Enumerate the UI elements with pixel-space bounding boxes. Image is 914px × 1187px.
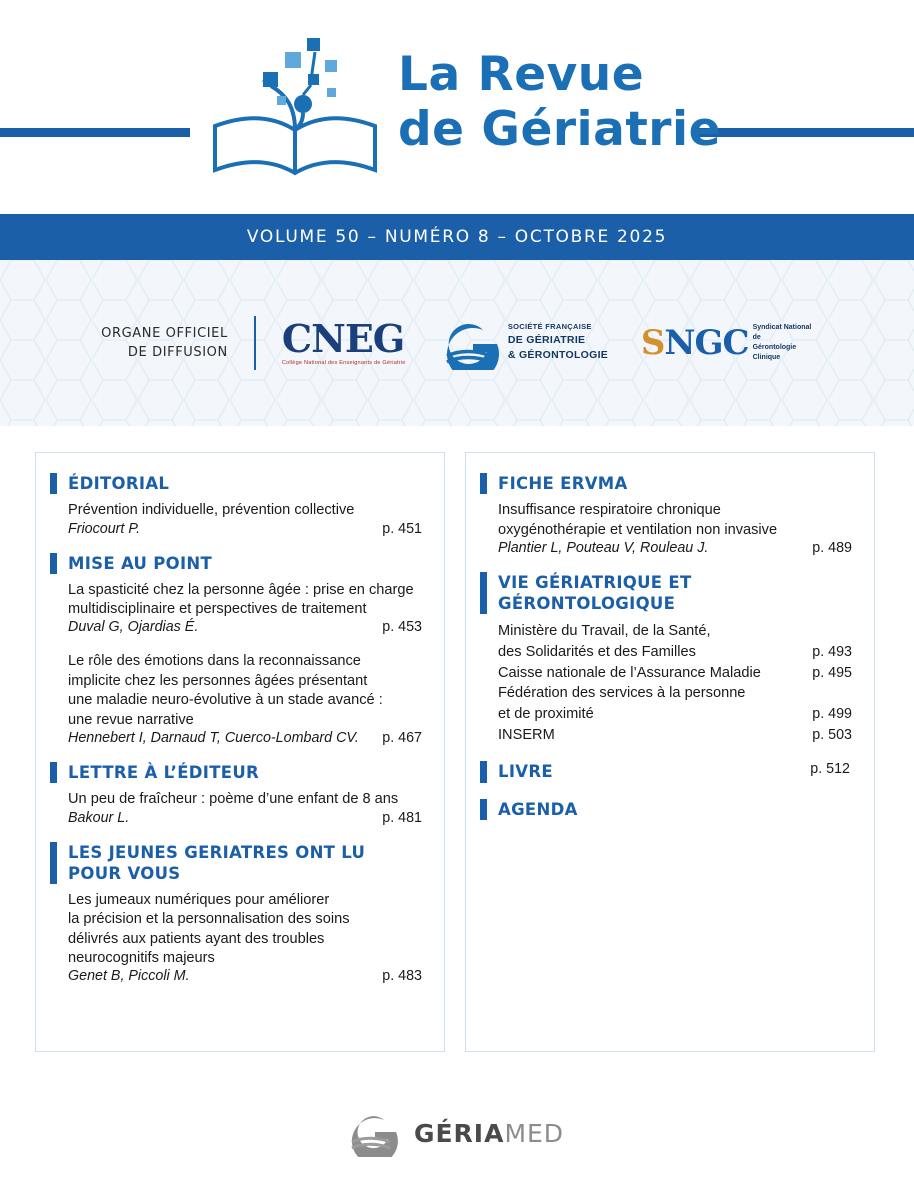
section-accent-bar (480, 473, 487, 494)
section-accent-bar (480, 572, 487, 614)
toc-entry-title-line: La spasticité chez la personne âgée : prise en charge (68, 581, 414, 598)
page-title (398, 48, 721, 157)
footer (0, 1109, 914, 1157)
toc-entry-title-line: Un peu de fraîcheur : poème d’une enfant de 8 ans (68, 791, 399, 808)
toc-section (480, 473, 852, 556)
cneg-logo (281, 316, 417, 366)
toc-row-label: INSERM (498, 726, 555, 743)
toc-entry-page: p. 451 (382, 520, 422, 537)
sfgg-line2: DE GÉRIATRIE (507, 334, 586, 347)
toc-row[interactable] (480, 663, 852, 684)
sngc-line2: Gérontologie Clinique (752, 344, 797, 362)
toc-section-title: LIVRE (498, 762, 553, 782)
toc-section-title: LES JEUNES GERIATRES ONT LU POUR VOUS (68, 842, 366, 883)
organ-label-line2: DE DIFFUSION (127, 345, 228, 360)
official-organs-strip (0, 260, 914, 426)
toc-entry-authors: Duval G, Ojardias É. (68, 619, 199, 636)
toc-row[interactable] (480, 683, 852, 704)
toc-section-title: LETTRE À L’ÉDITEUR (68, 763, 260, 783)
toc-entry-authors: Plantier L, Pouteau V, Rouleau J. (498, 539, 709, 556)
toc-entry-authors: Friocourt P. (68, 520, 141, 537)
toc-entry-title-line: Le rôle des émotions dans la reconnaissance (68, 653, 361, 670)
toc-left-column (35, 452, 445, 1052)
toc-section-header[interactable] (50, 553, 422, 574)
toc-section-title: MISE AU POINT (68, 553, 213, 573)
masthead-rule-left (0, 128, 190, 137)
toc-entry-title-line: Les jumeaux numériques pour améliorer (68, 891, 330, 908)
sngc-logo (641, 323, 813, 364)
toc-row-page: p. 503 (812, 726, 852, 743)
toc-section (480, 799, 852, 820)
toc-section (480, 572, 852, 746)
toc-section (480, 761, 852, 782)
toc-entry-footer (68, 730, 422, 746)
section-accent-bar (50, 473, 57, 494)
toc-entry-authors: Hennebert I, Darnaud T, Cuerco-Lombard CV. (68, 730, 359, 747)
geriamed-brand-light: MED (504, 1118, 565, 1148)
toc-entry-title-line: Prévention individuelle, prévention collective (68, 502, 355, 519)
toc-row-page: p. 493 (812, 643, 852, 660)
toc-entry-page: p. 489 (812, 539, 852, 556)
toc-section-title: AGENDA (498, 799, 578, 819)
toc-entry-footer (68, 968, 422, 984)
toc-entry-footer (68, 619, 422, 635)
organ-label (101, 324, 228, 363)
toc-entry-footer (498, 540, 852, 556)
toc-entry[interactable] (50, 790, 422, 825)
toc-section-header[interactable] (480, 473, 852, 494)
toc-entry-title-line: Insuffisance respiratoire chronique (498, 502, 721, 519)
toc-row-label: Ministère du Travail, de la Santé, (498, 623, 711, 640)
toc-row[interactable] (480, 704, 852, 725)
toc-entry-title-line: multidisciplinaire et perspectives de traitement (68, 601, 367, 618)
toc-row[interactable] (480, 725, 852, 746)
toc-section-header[interactable] (480, 799, 852, 820)
toc-entry-title-line: la précision et la personnalisation des soins (68, 911, 350, 928)
sngc-mark (641, 323, 749, 363)
toc-section-header[interactable] (480, 761, 852, 782)
toc-entry-page: p. 481 (382, 809, 422, 826)
toc-entry-title-line: neurocognitifs majeurs (68, 950, 215, 967)
sngc-mark-s: S (640, 323, 665, 363)
journal-title-line1: La Revue (398, 47, 645, 102)
toc-entry-title-line: délivrés aux patients ayant des troubles (68, 930, 325, 947)
toc-section-title: ÉDITORIAL (68, 474, 170, 493)
book-network-logo (207, 30, 387, 180)
toc-section (50, 553, 422, 747)
sfgg-line3: & GÉRONTOLOGIE (507, 349, 609, 362)
section-accent-bar (50, 842, 57, 884)
toc-row-label: Fédération des services à la personne (498, 685, 746, 702)
toc-entry-authors: Genet B, Piccoli M. (68, 968, 190, 985)
toc-row-label: et de proximité (498, 706, 594, 723)
toc-row-label: Caisse nationale de l’Assurance Maladie (498, 664, 761, 681)
organ-label-line1: ORGANE OFFICIEL (101, 325, 228, 341)
toc-entry[interactable] (50, 652, 422, 746)
toc-entry-title-line: oxygénothérapie et ventilation non invasive (498, 521, 778, 538)
toc-entry[interactable] (50, 581, 422, 636)
masthead-rule-right (694, 128, 914, 137)
toc-section-header[interactable] (50, 842, 422, 884)
toc-section (50, 842, 422, 985)
section-accent-bar (50, 553, 57, 574)
geriamed-brand-bold: GÉRIA (413, 1118, 505, 1148)
geriamed-wordmark (414, 1119, 564, 1148)
organ-divider (254, 316, 256, 370)
masthead (0, 0, 914, 214)
toc-entry[interactable] (50, 891, 422, 985)
toc-section-header[interactable] (50, 762, 422, 783)
toc-row-page: p. 495 (812, 664, 852, 681)
toc-section-header[interactable] (50, 473, 422, 494)
toc-section-header[interactable] (480, 572, 852, 614)
section-accent-bar (480, 761, 487, 782)
toc-entry-authors: Bakour L. (68, 809, 130, 826)
sfgg-logo (443, 316, 615, 370)
toc-entry-title-line: une maladie neuro-évolutive à un stade avancé : (68, 692, 383, 709)
table-of-contents (0, 426, 914, 1052)
sfgg-line1: SOCIÉTÉ FRANÇAISE (507, 322, 592, 332)
toc-row[interactable] (480, 642, 852, 663)
toc-entry-page: p. 453 (382, 619, 422, 636)
sfgg-mark-icon (443, 316, 501, 370)
section-accent-bar (480, 799, 487, 820)
toc-entry-title-line: implicite chez les personnes âgées présentant (68, 672, 368, 689)
section-accent-bar (50, 762, 57, 783)
toc-section-title: VIE GÉRIATRIQUE ET GÉRONTOLOGIQUE (498, 572, 692, 614)
toc-section (50, 762, 422, 826)
toc-entry[interactable] (50, 501, 422, 536)
sngc-mark-ngc: NGC (664, 323, 749, 363)
sngc-line1: Syndicat National de (752, 323, 812, 341)
toc-row[interactable] (480, 621, 852, 642)
toc-entry[interactable] (480, 501, 852, 556)
toc-entry-title-line: une revue narrative (68, 711, 194, 728)
volume-bar-text: VOLUME 50 – NUMÉRO 8 – OCTOBRE 2025 (246, 227, 668, 247)
cneg-subtitle: Collège National des Enseignants de Gériatrie (281, 360, 406, 366)
cneg-acronym: CNEG (281, 316, 405, 361)
journal-title-line2: de Gériatrie (398, 101, 721, 157)
toc-section (50, 473, 422, 537)
toc-section-page: p. 512 (810, 761, 850, 778)
toc-right-column (465, 452, 875, 1052)
toc-row-page: p. 499 (812, 706, 852, 723)
toc-row-label: des Solidarités et des Familles (498, 643, 696, 660)
geriamed-g-logo (350, 1109, 400, 1157)
toc-entry-page: p. 467 (382, 730, 422, 747)
toc-entry-footer (68, 521, 422, 537)
toc-entry-footer (68, 810, 422, 826)
toc-entry-page: p. 483 (382, 968, 422, 985)
toc-section-title: FICHE ERVMA (498, 474, 628, 493)
volume-bar (0, 214, 914, 260)
